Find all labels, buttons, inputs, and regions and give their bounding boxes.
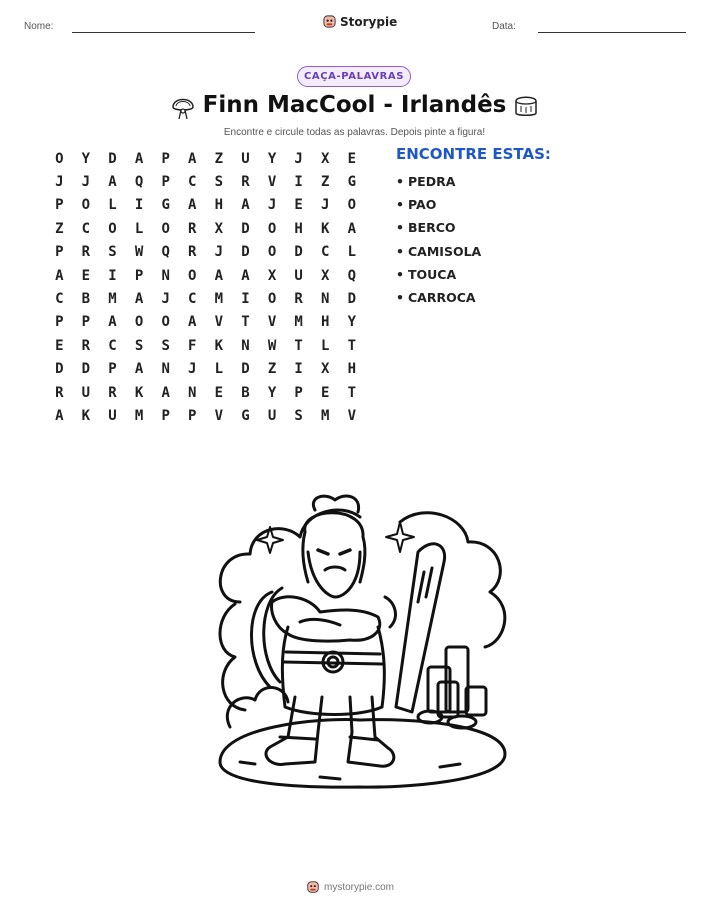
grid-cell[interactable]: M (294, 314, 303, 331)
grid-cell[interactable]: E (321, 384, 330, 401)
grid-cell[interactable]: E (55, 337, 64, 354)
grid-cell[interactable]: E (347, 150, 357, 167)
grid-cell[interactable]: I (134, 197, 144, 214)
grid-cell[interactable]: P (108, 361, 117, 378)
grid-cell[interactable]: N (321, 291, 330, 308)
grid-cell[interactable]: U (81, 384, 91, 401)
grid-cell[interactable]: L (134, 220, 144, 237)
word-list-item (396, 240, 481, 263)
grid-cell[interactable]: N (161, 361, 170, 378)
grid-cell[interactable]: A (134, 361, 144, 378)
grid-cell[interactable]: S (108, 244, 117, 261)
grid-cell[interactable]: Y (267, 150, 277, 167)
grid-cell[interactable]: A (134, 150, 144, 167)
grid-cell[interactable]: L (108, 197, 117, 214)
name-line[interactable] (72, 32, 255, 33)
grid-cell[interactable]: D (108, 150, 117, 167)
grid-cell[interactable]: A (214, 267, 224, 284)
grid-cell[interactable]: P (188, 407, 197, 424)
grid-cell[interactable]: M (321, 407, 330, 424)
grid-cell[interactable]: K (81, 407, 91, 424)
grid-cell[interactable]: X (214, 220, 224, 237)
grid-cell[interactable]: U (267, 407, 277, 424)
grid-cell[interactable]: X (267, 267, 277, 284)
grid-cell[interactable]: Y (81, 150, 91, 167)
grid-cell[interactable]: W (267, 337, 277, 354)
grid-cell[interactable]: A (55, 407, 64, 424)
grid-cell[interactable]: O (161, 314, 170, 331)
grid-cell[interactable]: J (188, 361, 197, 378)
grid-cell[interactable]: P (161, 407, 170, 424)
grid-cell[interactable]: D (294, 244, 303, 261)
grid-cell[interactable]: O (134, 314, 144, 331)
footer-url[interactable]: mystorypie.com (324, 881, 395, 893)
grid-cell[interactable]: T (347, 384, 357, 401)
grid-cell[interactable]: A (241, 197, 250, 214)
grid-cell[interactable]: C (108, 337, 117, 354)
grid-cell[interactable]: D (241, 361, 250, 378)
grid-cell[interactable]: H (347, 361, 357, 378)
grid-cell[interactable]: M (108, 291, 117, 308)
grid-cell[interactable]: X (321, 150, 330, 167)
word-text: BERCO (408, 220, 456, 236)
word-text: CARROCA (408, 290, 476, 306)
grid-cell[interactable]: O (161, 220, 170, 237)
word-text: PAO (408, 197, 437, 213)
grid-cell[interactable]: J (55, 174, 64, 191)
bullet: • (396, 197, 404, 213)
grid-cell[interactable]: H (214, 197, 224, 214)
grid-cell[interactable]: A (241, 267, 250, 284)
grid-cell[interactable]: O (108, 220, 117, 237)
grid-cell[interactable]: V (267, 174, 277, 191)
grid-cell[interactable]: K (321, 220, 330, 237)
name-label: Nome: (24, 21, 54, 32)
grid-cell[interactable]: J (267, 197, 277, 214)
grid-cell[interactable]: L (214, 361, 224, 378)
grid-cell[interactable]: R (294, 291, 303, 308)
grid-cell[interactable]: P (134, 267, 144, 284)
grid-cell[interactable]: O (267, 291, 277, 308)
grid-cell[interactable]: V (214, 314, 224, 331)
grid-cell[interactable]: Z (214, 150, 224, 167)
storypie-mascot-icon (322, 14, 337, 29)
grid-cell[interactable]: U (108, 407, 117, 424)
grid-cell[interactable]: J (161, 291, 170, 308)
grid-cell[interactable]: Q (134, 174, 144, 191)
grid-row (46, 147, 365, 170)
grid-cell[interactable]: C (81, 220, 91, 237)
grid-cell[interactable]: X (321, 267, 330, 284)
grid-cell[interactable]: R (55, 384, 64, 401)
grid-cell[interactable]: S (214, 174, 224, 191)
grid-cell[interactable]: E (81, 267, 91, 284)
grid-cell[interactable]: A (55, 267, 64, 284)
grid-cell[interactable]: I (294, 174, 303, 191)
grid-cell[interactable]: J (81, 174, 91, 191)
grid-row (46, 358, 365, 381)
grid-cell[interactable]: X (321, 361, 330, 378)
grid-cell[interactable]: G (241, 407, 250, 424)
grid-cell[interactable]: Q (347, 267, 357, 284)
grid-cell[interactable]: D (55, 361, 64, 378)
grid-cell[interactable]: R (188, 244, 197, 261)
grid-cell[interactable]: J (214, 244, 224, 261)
grid-row (46, 170, 365, 193)
grid-row (46, 311, 365, 334)
grid-cell[interactable]: C (55, 291, 64, 308)
bullet: • (396, 243, 404, 259)
grid-cell[interactable]: K (134, 384, 144, 401)
grid-row (46, 287, 365, 310)
grid-row (46, 334, 365, 357)
activity-badge: CAÇA-PALAVRAS (297, 66, 411, 87)
grid-cell[interactable]: G (347, 174, 357, 191)
word-list-item (396, 216, 481, 239)
word-list (396, 170, 481, 309)
grid-cell[interactable]: H (321, 314, 330, 331)
instructions: Encontre e circule todas as palavras. Depois pinte a figura! (223, 127, 486, 138)
grid-cell[interactable]: L (347, 244, 357, 261)
grid-cell[interactable]: R (81, 337, 91, 354)
grid-cell[interactable]: C (188, 291, 197, 308)
grid-cell[interactable]: D (241, 220, 250, 237)
word-list-item (396, 286, 481, 309)
grid-cell[interactable]: B (81, 291, 91, 308)
grid-cell[interactable]: I (241, 291, 250, 308)
grid-cell[interactable]: O (55, 150, 64, 167)
grid-cell[interactable]: O (267, 220, 277, 237)
date-label: Data: (492, 21, 516, 32)
grid-cell[interactable]: A (108, 314, 117, 331)
grid-cell[interactable]: O (81, 197, 91, 214)
grid-cell[interactable]: S (161, 337, 170, 354)
word-list-title: ENCONTRE ESTAS: (396, 145, 551, 163)
grid-cell[interactable]: A (347, 220, 357, 237)
grid-cell[interactable]: V (347, 407, 357, 424)
storypie-mascot-icon (306, 880, 320, 894)
bullet: • (396, 290, 404, 306)
grid-cell[interactable]: N (161, 267, 170, 284)
grid-cell[interactable]: A (188, 150, 197, 167)
grid-cell[interactable]: Y (267, 384, 277, 401)
grid-cell[interactable]: L (321, 337, 330, 354)
word-text: CAMISOLA (408, 243, 482, 259)
grid-cell[interactable]: R (81, 244, 91, 261)
grid-row (46, 217, 365, 240)
grid-row (46, 404, 365, 427)
grid-cell[interactable]: O (267, 244, 277, 261)
grid-cell[interactable]: A (108, 174, 117, 191)
date-line[interactable] (538, 32, 686, 33)
word-text: TOUCA (408, 266, 457, 282)
grid-cell[interactable]: R (188, 220, 197, 237)
grid-cell[interactable]: I (294, 361, 303, 378)
grid-cell[interactable]: C (188, 174, 197, 191)
bread-icon (512, 93, 540, 119)
grid-cell[interactable]: H (294, 220, 303, 237)
grid-cell[interactable]: M (214, 291, 224, 308)
grid-cell[interactable]: B (241, 384, 250, 401)
grid-cell[interactable]: S (294, 407, 303, 424)
grid-cell[interactable]: I (108, 267, 117, 284)
grid-cell[interactable]: F (188, 337, 197, 354)
grid-cell[interactable]: E (214, 384, 224, 401)
grid-cell[interactable]: M (134, 407, 144, 424)
grid-cell[interactable]: Z (321, 174, 330, 191)
grid-cell[interactable]: R (241, 174, 250, 191)
grid-cell[interactable]: R (108, 384, 117, 401)
brand-name: Storypie (340, 14, 398, 29)
grid-cell[interactable]: N (241, 337, 250, 354)
grid-row (46, 381, 365, 404)
grid-cell[interactable]: N (188, 384, 197, 401)
grid-cell[interactable]: Y (347, 314, 357, 331)
grid-cell[interactable]: V (267, 314, 277, 331)
grid-cell[interactable]: P (161, 174, 170, 191)
grid-cell[interactable]: U (241, 150, 250, 167)
grid-cell[interactable]: J (321, 197, 330, 214)
grid-cell[interactable]: A (188, 314, 197, 331)
grid-cell[interactable]: U (294, 267, 303, 284)
grid-cell[interactable]: C (321, 244, 330, 261)
grid-cell[interactable]: D (81, 361, 91, 378)
grid-cell[interactable]: V (214, 407, 224, 424)
word-search-grid (46, 147, 365, 428)
footer (306, 880, 394, 894)
grid-row (46, 194, 365, 217)
bullet: • (396, 174, 404, 190)
grid-cell[interactable]: O (347, 197, 357, 214)
word-text: PEDRA (408, 174, 456, 190)
grid-cell[interactable]: A (161, 384, 170, 401)
word-list-item (396, 263, 481, 286)
grid-cell[interactable]: O (188, 267, 197, 284)
grid-cell[interactable]: A (134, 291, 144, 308)
grid-cell[interactable]: T (241, 314, 250, 331)
grid-cell[interactable]: K (214, 337, 224, 354)
grid-cell[interactable]: E (294, 197, 303, 214)
grid-cell[interactable]: A (188, 197, 197, 214)
grid-cell[interactable]: Z (267, 361, 277, 378)
grid-cell[interactable]: P (55, 244, 64, 261)
bullet: • (396, 266, 404, 282)
page-title: Finn MacCool - Irlandês (202, 92, 507, 118)
grid-cell[interactable]: D (241, 244, 250, 261)
storypie-logo (322, 14, 397, 29)
grid-cell[interactable]: Z (55, 220, 64, 237)
grid-cell[interactable]: W (134, 244, 144, 261)
grid-row (46, 264, 365, 287)
grid-cell[interactable]: P (55, 197, 64, 214)
grid-cell[interactable]: Q (161, 244, 170, 261)
grid-cell[interactable]: T (347, 337, 357, 354)
grid-cell[interactable]: D (347, 291, 357, 308)
word-list-item (396, 193, 481, 216)
bullet: • (396, 220, 404, 236)
grid-row (46, 241, 365, 264)
grid-cell[interactable]: J (294, 150, 303, 167)
grid-cell[interactable]: G (161, 197, 170, 214)
word-list-item (396, 170, 481, 193)
grid-cell[interactable]: S (134, 337, 144, 354)
grid-cell[interactable]: P (294, 384, 303, 401)
grid-cell[interactable]: P (55, 314, 64, 331)
grid-cell[interactable]: P (161, 150, 170, 167)
finn-maccool-illustration (200, 492, 520, 797)
grid-cell[interactable]: P (81, 314, 91, 331)
grid-cell[interactable]: T (294, 337, 303, 354)
